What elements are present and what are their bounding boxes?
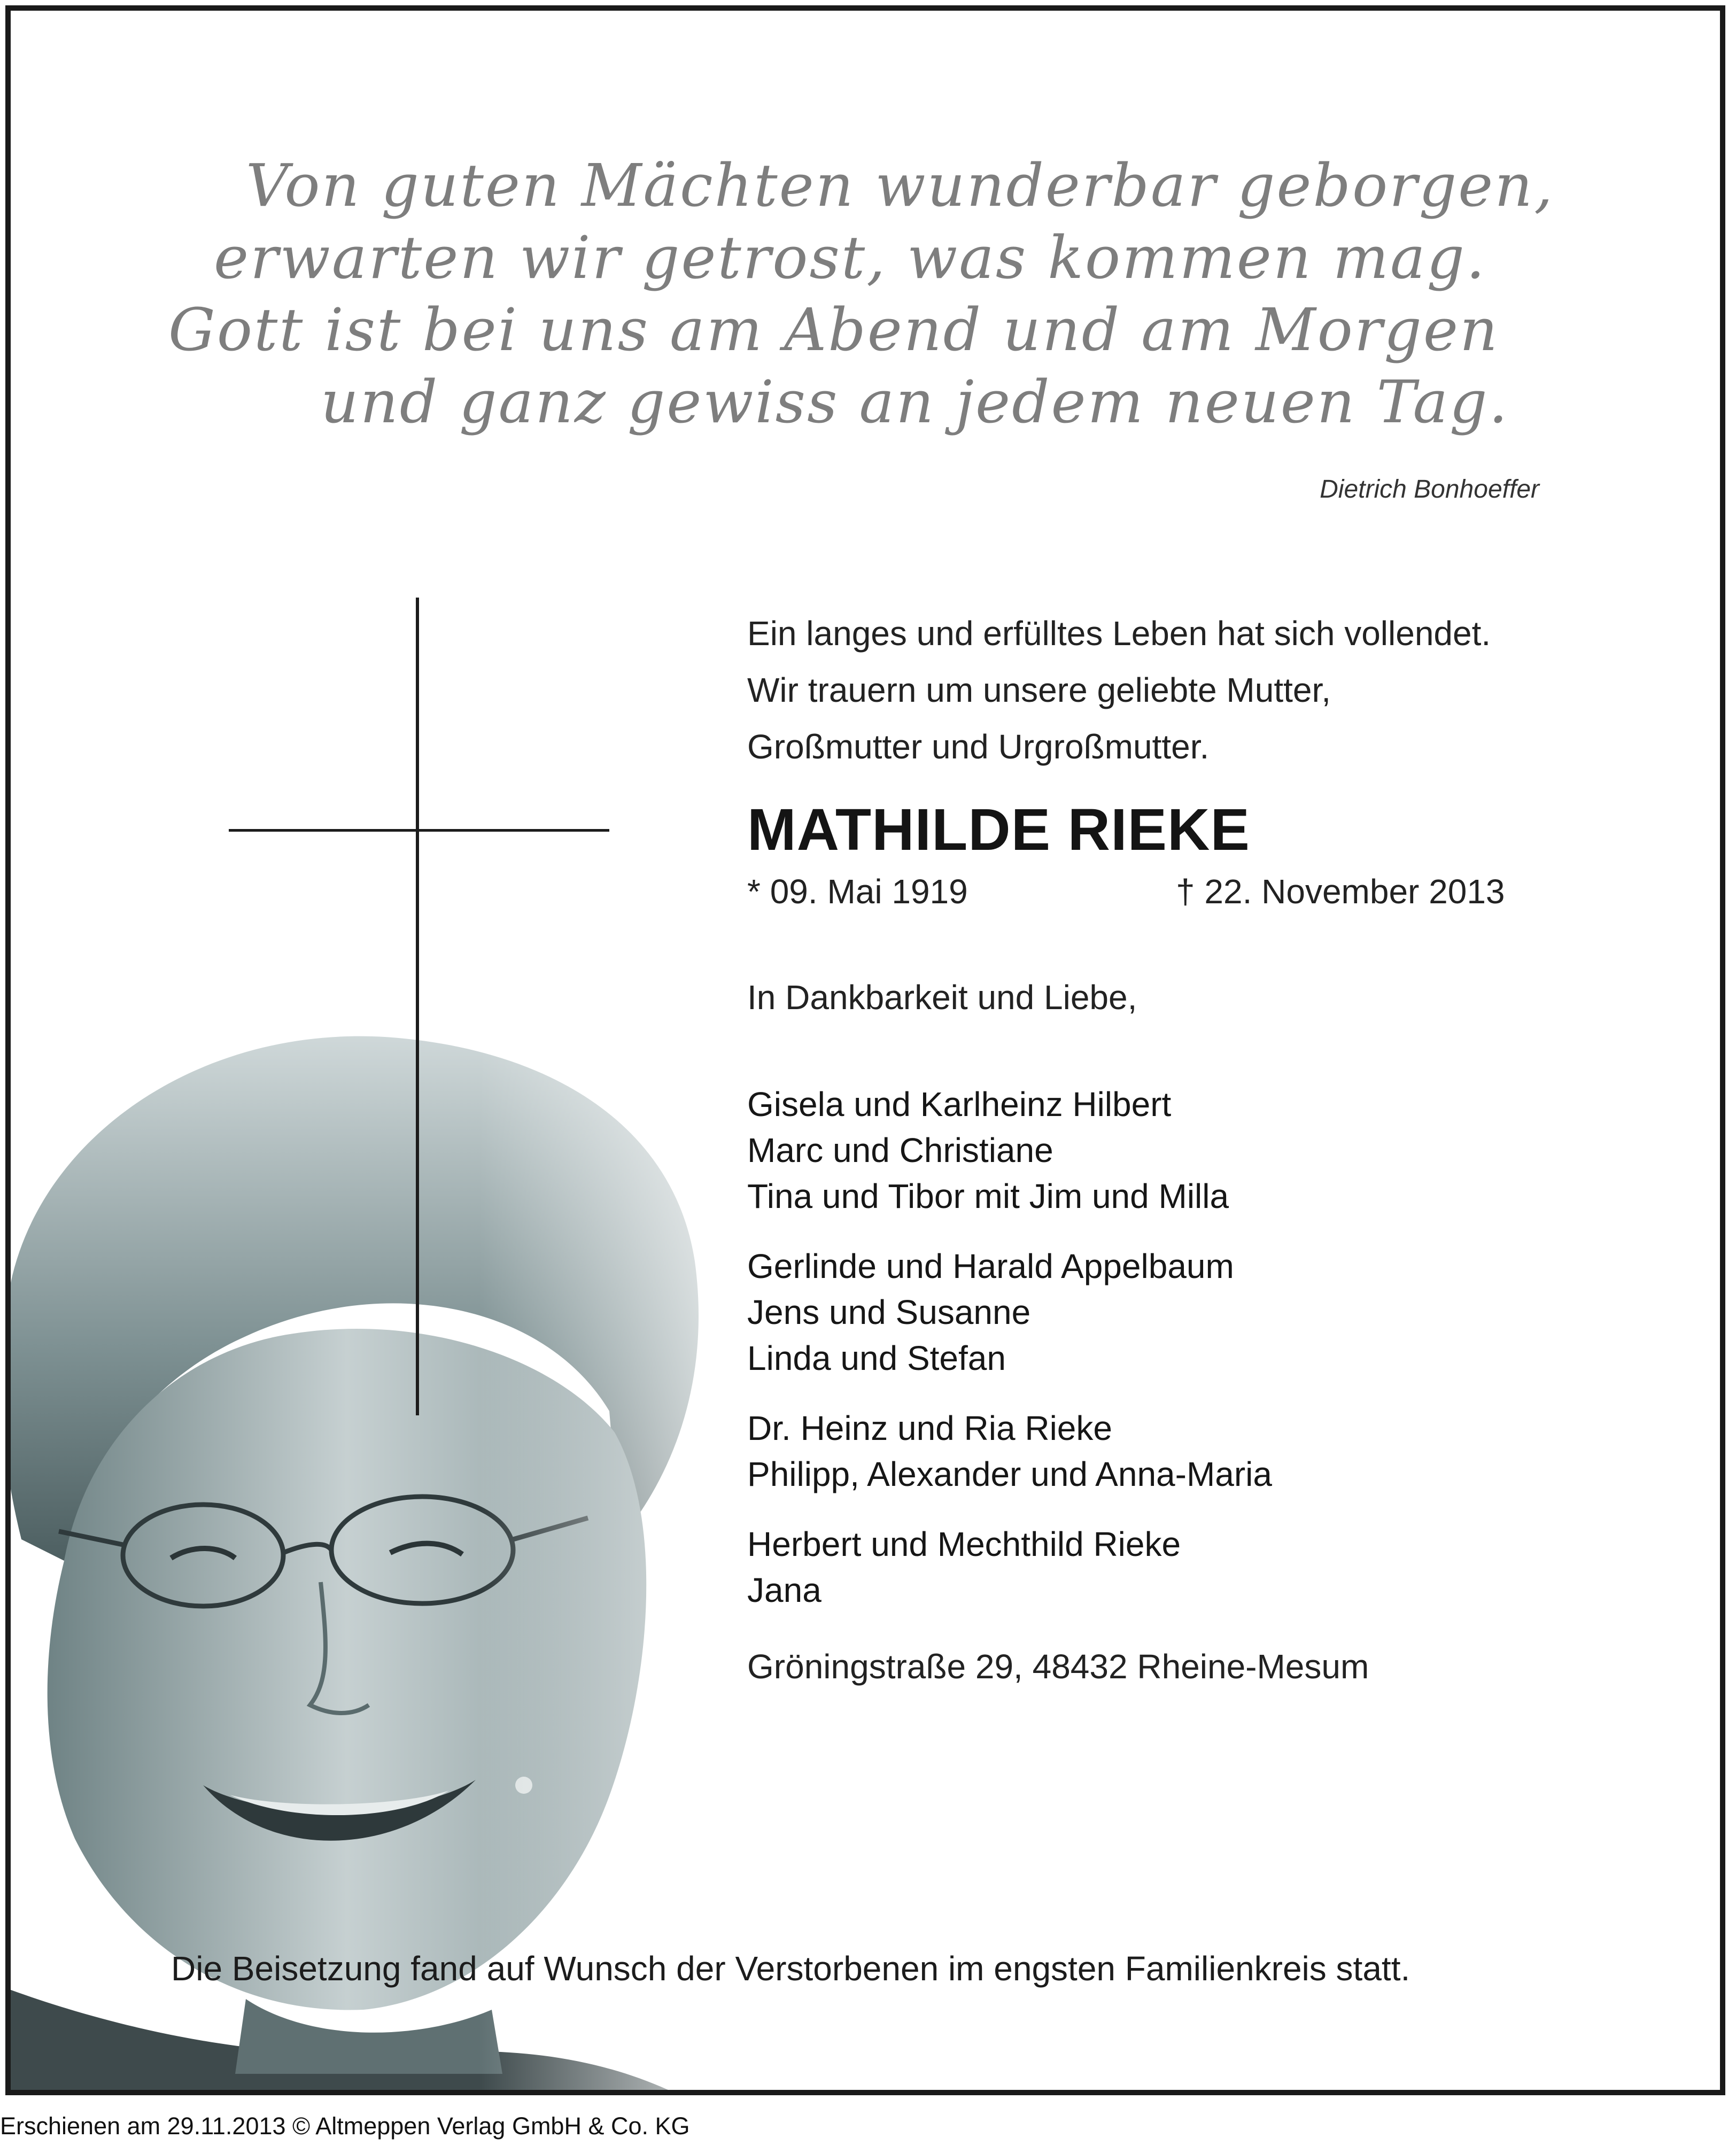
quote-author: Dietrich Bonhoeffer xyxy=(1320,475,1539,503)
quote-line: Gott ist bei uns am Abend und am Morgen xyxy=(168,296,1499,364)
family-member-line: Jens und Susanne xyxy=(747,1293,1031,1331)
family-member-line: Linda und Stefan xyxy=(747,1339,1006,1377)
thanks-line: In Dankbarkeit und Liebe, xyxy=(747,978,1137,1017)
family-member-line: Herbert und Mechthild Rieke xyxy=(747,1525,1181,1563)
handwritten-quote xyxy=(155,150,1571,438)
death-date: † 22. November 2013 xyxy=(1176,872,1505,911)
family-group xyxy=(747,1081,1613,1219)
family-group xyxy=(747,1521,1613,1613)
quote-line: und ganz gewiss an jedem neuen Tag. xyxy=(321,368,1509,436)
life-dates xyxy=(747,867,1613,916)
burial-note: Die Beisetzung fand auf Wunsch der Verstorbenen im engsten Familienkreis statt. xyxy=(171,1949,1410,1988)
obituary-frame xyxy=(5,5,1725,2095)
deceased-name: MATHILDE RIEKE xyxy=(747,797,1250,863)
family-member-line: Marc und Christiane xyxy=(747,1131,1053,1169)
family-member-line: Dr. Heinz und Ria Rieke xyxy=(747,1409,1112,1447)
quote-line: Von guten Mächten wunderbar geborgen, xyxy=(246,151,1555,220)
family-member-line: Gerlinde und Harald Appelbaum xyxy=(747,1247,1234,1285)
family-member-line: Philipp, Alexander und Anna-Maria xyxy=(747,1455,1272,1493)
cross-horizontal-bar xyxy=(229,829,609,832)
intro-line: Großmutter und Urgroßmutter. xyxy=(747,727,1210,766)
portrait-photo xyxy=(5,1005,812,2095)
family-list xyxy=(747,1081,1613,1613)
publication-footer: Erschienen am 29.11.2013 © Altmeppen Verlag GmbH & Co. KG xyxy=(0,2112,690,2140)
intro-line: Ein langes und erfülltes Leben hat sich vollendet. xyxy=(747,614,1491,653)
family-member-line: Gisela und Karlheinz Hilbert xyxy=(747,1085,1172,1124)
obituary-text xyxy=(747,605,1613,1691)
family-group xyxy=(747,1405,1613,1497)
quote-line: erwarten wir getrost, was kommen mag. xyxy=(214,223,1486,292)
family-member-line: Tina und Tibor mit Jim und Milla xyxy=(747,1177,1229,1215)
family-group xyxy=(747,1243,1613,1381)
cross-vertical-bar xyxy=(416,598,419,1415)
birth-date: * 09. Mai 1919 xyxy=(747,872,968,911)
intro-line: Wir trauern um unsere geliebte Mutter, xyxy=(747,671,1331,709)
family-member-line: Jana xyxy=(747,1571,821,1609)
address: Gröningstraße 29, 48432 Rheine-Mesum xyxy=(747,1647,1369,1686)
